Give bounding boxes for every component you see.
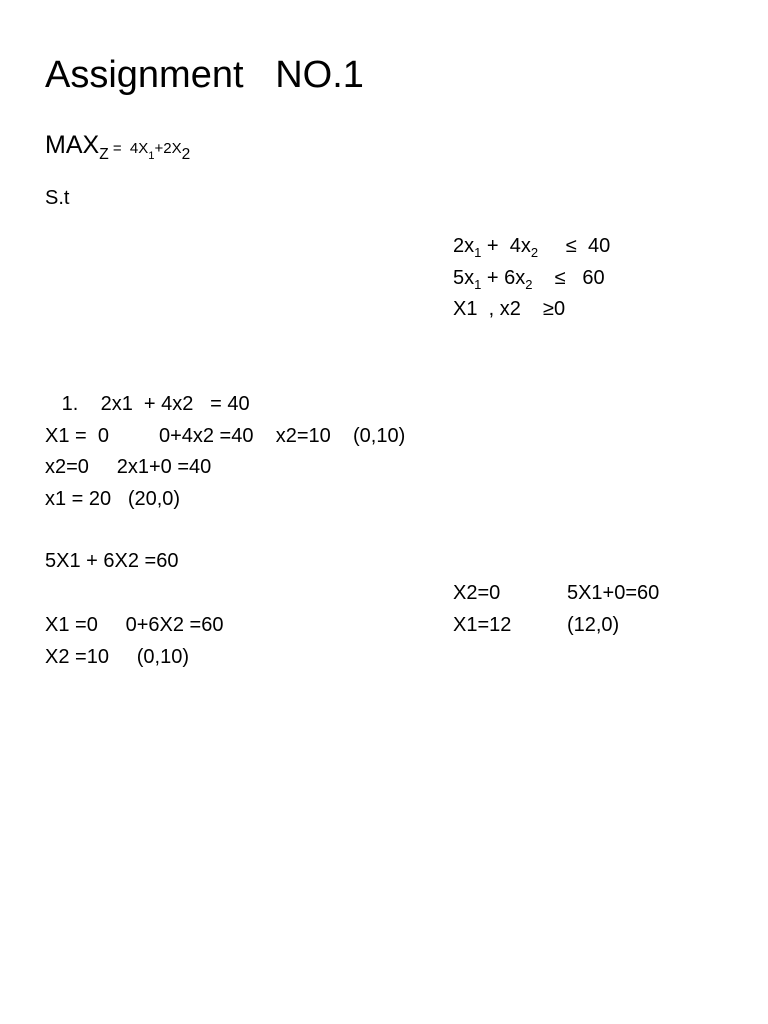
solution-line-1: 1. 2x1 + 4x2 = 40	[45, 393, 250, 415]
objective-z-subscript: Z	[99, 146, 109, 163]
objective-term-1-subscript: 1	[148, 150, 155, 162]
constraint-1-term-b: + 4x	[481, 235, 531, 257]
solution-right-line-2: X1=12 (12,0)	[453, 614, 620, 636]
page-title: Assignment NO.1	[45, 54, 364, 96]
objective-equals: =	[108, 140, 130, 157]
constraint-1-sub-a: 1	[474, 245, 482, 260]
solution-line-2: X1 = 0 0+4x2 =40 x2=10 (0,10)	[45, 425, 406, 447]
nonnegativity-constraint: X1 , x2 ≥0	[453, 298, 566, 320]
solution-line-3: x2=0 2x1+0 =40	[45, 456, 212, 478]
constraint-1-relation: ≤ 40	[538, 235, 611, 257]
subject-to-label: S.t	[45, 187, 70, 209]
solution-line-8: X1 =0 0+6X2 =60	[45, 614, 224, 636]
constraint-2-sub-b: 2	[525, 277, 533, 292]
objective-function	[45, 129, 190, 165]
solution-line-6: 5X1 + 6X2 =60	[45, 550, 179, 572]
solution-right-line-1: X2=0 5X1+0=60	[453, 582, 660, 604]
constraint-1-sub-b: 2	[530, 245, 539, 260]
objective-max: MAX	[45, 131, 100, 159]
solution-line-4: x1 = 20 (20,0)	[45, 488, 181, 510]
objective-term-2: +2X	[154, 140, 182, 157]
constraint-2-term-a: 5x	[453, 267, 475, 289]
constraint-1	[453, 231, 610, 262]
solution-line-9: X2 =10 (0,10)	[45, 646, 189, 668]
constraint-2-sub-a: 1	[474, 277, 482, 292]
constraint-1-term-a: 2x	[453, 235, 475, 257]
constraint-2-term-b: + 6x	[481, 267, 526, 289]
constraint-2	[453, 263, 605, 294]
constraint-2-relation: ≤ 60	[532, 267, 605, 289]
objective-term-1: 4X	[129, 140, 149, 157]
objective-term-2-subscript: 2	[181, 146, 191, 163]
